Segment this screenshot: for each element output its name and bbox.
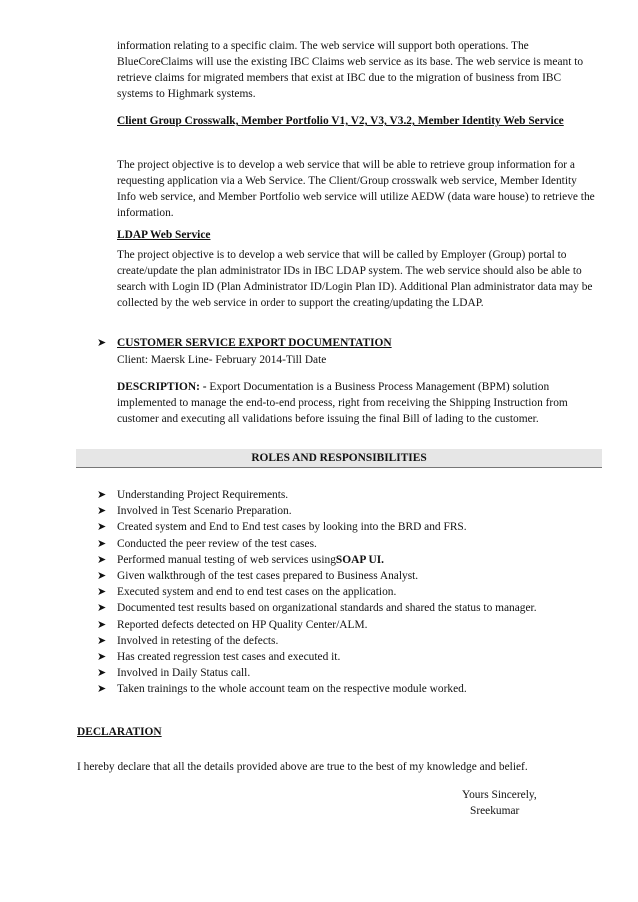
role-text: Executed system and end to end test cases on the application. xyxy=(117,586,397,599)
role-bold-text: SOAP UI. xyxy=(335,553,385,566)
role-item xyxy=(97,552,607,568)
arrow-bullet-icon: ➤ xyxy=(97,651,107,663)
arrow-bullet-icon: ➤ xyxy=(97,505,107,518)
section-heading-crosswalk: Client Group Crosswalk, Member Portfolio V1, V2, V3, V3.2, Member Identity Web Service xyxy=(117,115,564,127)
arrow-bullet-icon: ➤ xyxy=(97,602,107,615)
role-text: Reported defects detected on HP Quality Center/ALM. xyxy=(117,618,368,631)
arrow-bullet-icon: ➤ xyxy=(97,553,107,566)
role-text: Understanding Project Requirements. xyxy=(117,489,289,501)
roles-heading-bar xyxy=(76,449,602,468)
role-item xyxy=(97,649,607,665)
arrow-bullet-icon: ➤ xyxy=(97,586,107,599)
role-item xyxy=(97,503,607,519)
role-text: Involved in Daily Status call. xyxy=(117,667,251,680)
role-text: Conducted the peer review of the test cases. xyxy=(117,537,317,550)
signature-name: Sreekumar xyxy=(470,805,520,817)
declaration-heading: DECLARATION xyxy=(77,726,162,738)
project-title: CUSTOMER SERVICE EXPORT DOCUMENTATION xyxy=(117,337,392,349)
description-label: DESCRIPTION: - xyxy=(117,381,207,393)
section-heading-ldap: LDAP Web Service xyxy=(117,229,211,241)
role-text: Created system and End to End test cases by looking into the BRD and FRS. xyxy=(117,521,467,534)
arrow-bullet-icon: ➤ xyxy=(97,489,107,501)
role-item xyxy=(97,681,607,697)
closing-text: Yours Sincerely, xyxy=(462,789,537,801)
arrow-bullet-icon: ➤ xyxy=(97,683,107,696)
role-item xyxy=(97,568,607,584)
roles-heading: ROLES AND RESPONSIBILITIES xyxy=(251,452,427,464)
intro-paragraph: information relating to a specific claim. The web service will support both operations. The BlueCoreClaims will use the existing IBC Claims web service as its base. The web service is meant to retrieve claims for migrated members that exist at IBC due to the migration of business from IBC systems to Highmark systems. xyxy=(117,40,584,100)
arrow-bullet-icon: ➤ xyxy=(97,337,107,349)
arrow-bullet-icon: ➤ xyxy=(97,618,107,631)
section-body-crosswalk: The project objective is to develop a web service that will be able to retrieve group information for a requesting application via a Web Service. The Client/Group crosswalk web service, Member Identity Info web service, and Member Portfolio web service will utilize AEDW (data ware house) to retrieve the information. xyxy=(117,159,595,219)
section-body-ldap: The project objective is to develop a web service that will be called by Employer (Group) portal to create/update the plan administrator IDs in IBC LDAP system. The web service should also be able to search with Login ID (Plan Administrator ID/Login Plan ID). Additional Plan administrator data may be collected by the web service in order to support the creating/updating the LDAP. xyxy=(117,249,593,309)
role-item xyxy=(97,584,607,600)
project-description xyxy=(117,379,597,427)
role-item xyxy=(97,600,607,616)
role-item xyxy=(97,536,607,552)
arrow-bullet-icon: ➤ xyxy=(97,634,107,647)
role-text: Taken trainings to the whole account team on the respective module worked. xyxy=(117,683,467,696)
role-text: Performed manual testing of web services using xyxy=(117,553,336,566)
description-text: Export Documentation is a Business Process Management (BPM) solution implemented to manage the end-to-end process, right from receiving the Shipping Instruction from customer and executing all validations before issuing the final Bill of lading to the customer. xyxy=(117,381,568,425)
arrow-bullet-icon: ➤ xyxy=(97,667,107,680)
project-title-row xyxy=(97,335,392,351)
role-text: Involved in Test Scenario Preparation. xyxy=(117,505,292,518)
arrow-bullet-icon: ➤ xyxy=(97,537,107,550)
role-text: Has created regression test cases and executed it. xyxy=(117,651,341,663)
role-item xyxy=(97,519,607,535)
arrow-bullet-icon: ➤ xyxy=(97,521,107,534)
role-item xyxy=(97,617,607,633)
role-text: Involved in retesting of the defects. xyxy=(117,634,279,647)
role-item xyxy=(97,665,607,681)
declaration-text: I hereby declare that all the details provided above are true to the best of my knowledge and belief. xyxy=(77,761,528,773)
arrow-bullet-icon: ➤ xyxy=(97,570,107,582)
role-text: Given walkthrough of the test cases prepared to Business Analyst. xyxy=(117,570,419,582)
role-item xyxy=(97,633,607,649)
role-text: Documented test results based on organizational standards and shared the status to manager. xyxy=(117,602,537,615)
project-client: Client: Maersk Line- February 2014-Till Date xyxy=(117,354,327,366)
role-item xyxy=(97,487,607,503)
